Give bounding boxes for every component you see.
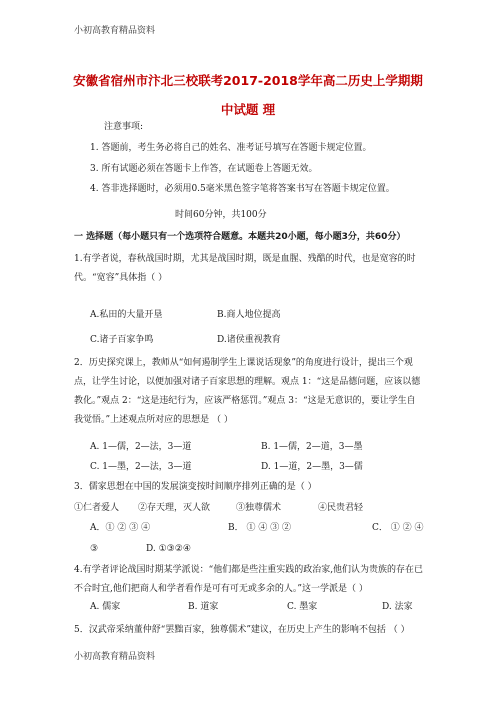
question-3-option-c-tail: ③ xyxy=(90,544,99,554)
question-2-option-c: C. 1—墨，2—法，3—道 xyxy=(90,462,192,472)
question-2-option-d: D. 1—道，2—墨，3—儒 xyxy=(261,462,363,472)
note-item-4: 4. 答非选择题时，必须用0.5毫米黑色签字笔将答案书写在答题卡规定位置。 xyxy=(90,184,395,194)
question-3-option-c: C． ① ② ④ xyxy=(372,523,424,533)
exam-time-score: 时间60分钟，共100分 xyxy=(175,210,267,220)
question-1-option-c: C.诸子百家争鸣 xyxy=(90,335,154,345)
question-4-option-d: D. 法家 xyxy=(382,602,413,612)
exam-title-line-2: 中试题 理 xyxy=(220,102,276,117)
question-4-option-b: B. 道家 xyxy=(188,602,219,612)
note-item-3: 3. 所有试题必须在答题卡上作答，在试题卷上答题无效。 xyxy=(90,164,318,174)
question-4-stem: 4.有学者评论战国时期某学派说：“他们都是些注重实践的政治家,他们认为贵族的存在已不合时宜,他们把商人和学者看作是可有可无或多余的人。”这一学派是（ ） xyxy=(74,565,424,594)
question-2-option-b: B. 1—儒，2—道，3—墨 xyxy=(261,442,363,452)
question-3-item-3: ③独尊儒术 xyxy=(236,503,282,513)
question-1-option-a: A.私田的大量开垦 xyxy=(90,310,163,320)
notes-heading: 注意事项: xyxy=(104,122,144,132)
question-1-option-b: B.商人地位提高 xyxy=(217,310,281,320)
question-3-item-2: ②存天理，灭人欲 xyxy=(138,503,211,513)
question-3-option-b: B． ① ④ ③ ② xyxy=(228,523,292,533)
question-2-stem: 2．历史探究课上，教师从“如何遏制学生上课说话现象”的角度进行设计，提出三个观点，让学生讨论，以便加强对诸子百家思想的理解。观点 1：“这是品德问题，应该以德教化。”观点 2：“这是违纪行为，应该严格惩罚。”观点 3：“这是无意识的，要让学生自我觉悟。”上述观点所对应的思想是 （ ） xyxy=(74,358,421,425)
question-4-option-a: A. 儒家 xyxy=(90,602,121,612)
question-3-stem: 3．儒家思想在中国的发展演变按时间顺序排列正确的是（ ） xyxy=(74,482,317,492)
question-3-item-4: ④民贵君轻 xyxy=(318,503,364,513)
question-1-option-d: D.诸侯重视教育 xyxy=(217,335,281,345)
section-heading: 一 选择题（每小题只有一个选项符合题意。本题共20小题，每小题3分，共60分） xyxy=(74,232,406,242)
question-3-item-1: ①仁者爱人 xyxy=(74,503,120,513)
question-2-option-a: A. 1—儒，2—法，3—道 xyxy=(90,442,192,452)
exam-title-line-1: 安徽省宿州市汴北三校联考2017-2018学年高二历史上学期期 xyxy=(73,73,423,88)
question-1-stem: 1.有学者说，春秋战国时期，尤其是战国时期，既是血腥、残酷的时代，也是宽容的时代。“宽容”具体指（ ） xyxy=(74,254,416,283)
question-3-option-d: D. ①③②④ xyxy=(146,544,191,554)
question-5-stem: 5．汉武帝采纳董仲舒“罢黜百家，独尊儒术”建议，在历史上产生的影响不包括 （ ） xyxy=(74,625,410,635)
question-3-option-a: A．① ② ③ ④ xyxy=(90,523,151,533)
question-4-option-c: C. 墨家 xyxy=(287,602,318,612)
page-footer: 小初高教育精品资料 xyxy=(74,652,156,662)
page-header: 小初高教育精品资料 xyxy=(74,26,156,36)
note-item-1: 1. 答题前，考生务必将自己的姓名、准考证号填写在答题卡规定位置。 xyxy=(90,143,372,153)
